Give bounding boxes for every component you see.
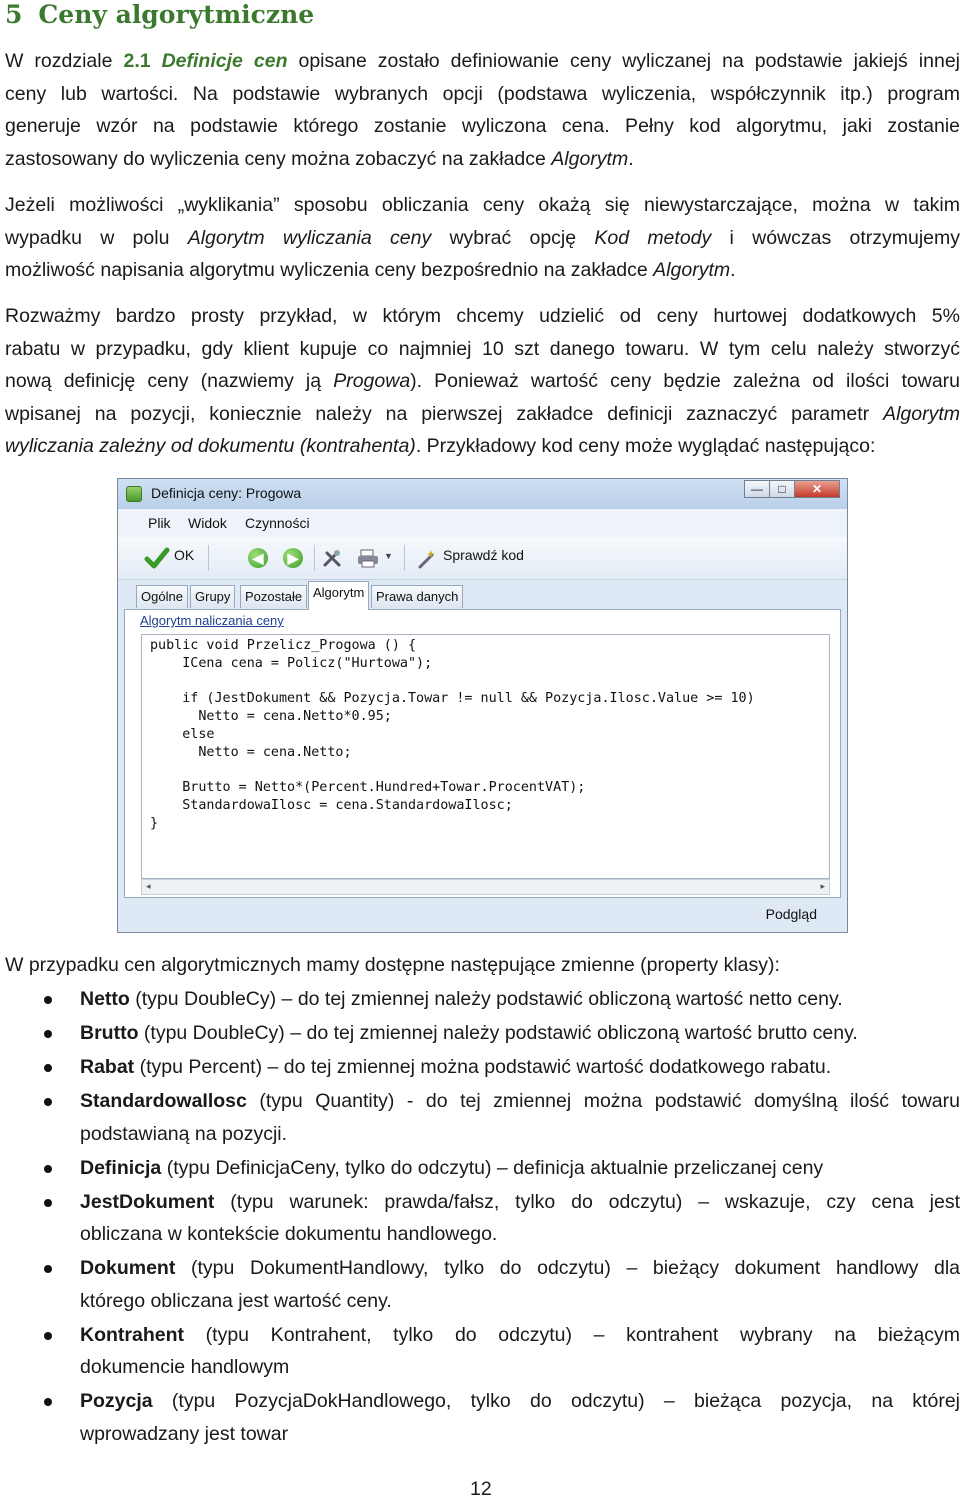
property-description: obliczana w kontekście dokumentu handlowego.	[80, 1223, 498, 1245]
text-line: Rozważmy bardzo prosty przykład, w którym chcemy udzielić od ceny hurtowej dodatkowych 5%	[5, 305, 960, 327]
text-line	[80, 1385, 960, 1418]
preview-button[interactable]: Podgląd	[765, 906, 817, 922]
menu-plik[interactable]: Plik	[148, 515, 171, 531]
text-line	[80, 1252, 960, 1285]
property-name: Brutto	[80, 1022, 139, 1044]
bullet-icon	[44, 1030, 52, 1038]
list-item	[0, 1252, 960, 1317]
window-title: Definicja ceny: Progowa	[151, 485, 302, 501]
text-line: W przypadku cen algorytmicznych mamy dostępne następujące zmienne (property klasy):	[5, 954, 780, 976]
tab-algorytm[interactable]: Algorytm	[308, 581, 369, 610]
property-description: wprowadzany jest towar	[80, 1422, 289, 1445]
list-item	[0, 1017, 960, 1050]
back-arrow-icon[interactable]: ◀	[248, 548, 268, 568]
check-code-button[interactable]: Sprawdź kod	[443, 547, 524, 563]
section-number: 5	[5, 0, 23, 29]
forward-arrow-icon[interactable]: ▶	[283, 548, 303, 568]
window-controls	[745, 480, 840, 498]
toolbar-separator	[314, 545, 315, 571]
tools-icon[interactable]	[322, 548, 342, 568]
maximize-button[interactable]: □	[769, 480, 795, 498]
scroll-right-icon[interactable]: ▸	[820, 881, 825, 891]
bullet-icon	[44, 1332, 52, 1340]
text-line	[80, 1051, 960, 1084]
text-line: generuje wzór na podstawie którego zostanie wyliczona cena. Pełny kod algorytmu, jaki zostanie	[5, 115, 960, 137]
ok-button[interactable]: OK	[174, 547, 195, 563]
paragraph-code-method	[5, 189, 960, 287]
list-item	[0, 1085, 960, 1150]
chevron-down-icon[interactable]: ▼	[384, 551, 393, 561]
text-line	[80, 1186, 960, 1219]
text-line: nową definicję ceny (nazwiemy ją Progowa). Ponieważ wartość ceny będzie zależna od ilości towaru	[5, 370, 960, 392]
bullet-icon	[44, 1265, 52, 1273]
window-titlebar	[118, 479, 847, 509]
tab-bar	[118, 579, 847, 609]
property-description: dokumencie handlowym	[80, 1356, 290, 1378]
property-name: Netto	[80, 988, 130, 1010]
text-line: wpisanej na pozycji, koniecznie należy na pierwszej zakładce definicji zaznaczyć parametr Algorytm	[5, 402, 960, 425]
text-line	[80, 1085, 960, 1118]
paragraph-example	[5, 300, 960, 463]
text-line	[80, 1118, 960, 1151]
status-bar	[118, 898, 847, 932]
bullet-icon	[44, 996, 52, 1004]
menu-bar	[118, 509, 847, 537]
text-line: zastosowany do wyliczenia ceny można zobaczyć na zakładce Algorytm.	[5, 147, 634, 170]
menu-widok[interactable]: Widok	[188, 515, 227, 531]
text-line: rabatu w przypadku, gdy klient kupuje co najmniej 10 szt danego towaru. W tym celu należy stworzyć	[5, 337, 960, 360]
list-item	[0, 1385, 960, 1450]
property-name: JestDokument	[80, 1190, 215, 1213]
toolbar	[118, 537, 847, 580]
tab-prawa-danych[interactable]: Prawa danych	[371, 585, 463, 608]
property-description: (typu Kontrahent, tylko do odczytu) – kontrahent wybrany na bieżącym	[184, 1323, 960, 1346]
group-label: Algorytm naliczania ceny	[140, 613, 284, 628]
price-definition-window	[117, 478, 848, 933]
checkmark-icon[interactable]	[144, 545, 170, 571]
toolbar-separator	[404, 545, 405, 571]
text-line: W rozdziale 2.1 Definicje cen opisane zostało definiowanie ceny wyliczanej na podstawie jakiejś innej	[5, 50, 960, 72]
text-line: możliwość napisania algorytmu wyliczenia ceny bezpośrednio na zakładce Algorytm.	[5, 259, 736, 281]
code-text: public void Przelicz_Progowa () { ICena cena = Policz("Hurtowa"); if (JestDokument && Pozycja.Towar != null && Pozycja.Ilosc.Value >= 10) Netto = cena.Netto*0.95; else Netto = cena.Netto; Brutto = Netto*(Percent.Hundred+Towar.ProcentVAT); StandardowaIlosc = cena.StandardowaIlosc; }	[150, 638, 755, 831]
text-line	[80, 983, 960, 1016]
property-description: (typu Quantity) - do tej zmiennej można podstawić domyślną ilość towaru	[246, 1090, 960, 1112]
property-description: (typu DefinicjaCeny, tylko do odczytu) – definicja aktualnie przeliczanej ceny	[161, 1156, 824, 1179]
text-line	[80, 1351, 960, 1384]
property-name: Rabat	[80, 1056, 135, 1078]
property-name: Kontrahent	[80, 1323, 184, 1346]
property-description: (typu DoubleCy) – do tej zmiennej należy podstawić obliczoną wartość brutto ceny.	[138, 1022, 858, 1044]
bullet-icon	[44, 1398, 52, 1406]
app-icon	[126, 486, 142, 502]
property-name: Definicja	[80, 1156, 162, 1179]
property-name: Dokument	[80, 1257, 176, 1279]
text-line	[80, 1152, 960, 1185]
tab-grupy[interactable]: Grupy	[190, 585, 235, 608]
list-item	[0, 1051, 960, 1084]
list-item	[0, 983, 960, 1016]
text-line	[80, 1319, 960, 1352]
wand-icon[interactable]	[416, 548, 438, 570]
close-button[interactable]: ✕	[794, 480, 840, 498]
property-name: Pozycja	[80, 1390, 153, 1412]
list-item	[0, 1319, 960, 1384]
property-name: StandardowaIlosc	[80, 1090, 247, 1112]
tab-pozostale[interactable]: Pozostałe	[240, 585, 307, 608]
text-line	[80, 1285, 960, 1318]
horizontal-scrollbar[interactable]	[141, 879, 830, 895]
text-line	[80, 1218, 960, 1251]
text-line: wyliczania zależny od dokumentu (kontrahenta). Przykładowy kod ceny może wyglądać następująco:	[5, 435, 876, 457]
list-item	[0, 1152, 960, 1185]
property-description: (typu PozycjaDokHandlowego, tylko do odczytu) – bieżąca pozycja, na której	[152, 1390, 960, 1412]
page-number: 12	[470, 1478, 492, 1500]
property-description: (typu Percent) – do tej zmiennej można podstawić wartość dodatkowego rabatu.	[134, 1056, 832, 1078]
bullet-icon	[44, 1165, 52, 1173]
section-title: Ceny algorytmiczne	[38, 0, 315, 29]
text-line: wypadku w polu Algorytm wyliczania ceny wybrać opcję Kod metody i wówczas otrzymujemy	[5, 226, 960, 249]
text-line	[80, 1017, 960, 1050]
property-description: podstawianą na pozycji.	[80, 1122, 288, 1145]
property-description: (typu DokumentHandlowy, tylko do odczytu) – bieżący dokument handlowy dla	[175, 1257, 960, 1279]
text-line: ceny lub wartości. Na podstawie wybranych opcji (podstawa wyliczenia, współczynnik itp.) program	[5, 82, 960, 105]
section-heading	[5, 0, 314, 29]
bullet-icon	[44, 1098, 52, 1106]
bullet-icon	[44, 1064, 52, 1072]
text-line	[80, 1418, 960, 1451]
tab-ogolne[interactable]: Ogólne	[136, 585, 188, 608]
property-description: (typu warunek: prawda/fałsz, tylko do odczytu) – wskazuje, czy cena jest	[214, 1190, 960, 1213]
property-description: którego obliczana jest wartość ceny.	[80, 1289, 392, 1312]
toolbar-separator	[208, 545, 209, 571]
scroll-left-icon[interactable]: ◂	[146, 881, 151, 891]
paragraph-intro	[5, 45, 960, 175]
property-description: (typu DoubleCy) – do tej zmiennej należy podstawić obliczoną wartość netto ceny.	[129, 988, 843, 1010]
minimize-button[interactable]: —	[744, 480, 770, 498]
print-icon[interactable]	[356, 548, 380, 568]
list-item	[0, 1186, 960, 1251]
bullet-icon	[44, 1199, 52, 1207]
code-editor[interactable]	[141, 634, 830, 879]
menu-czynnosci[interactable]: Czynności	[245, 515, 310, 531]
property-list	[0, 983, 960, 1452]
list-intro	[5, 949, 960, 982]
text-line: Jeżeli możliwości „wyklikania” sposobu obliczania ceny okażą się niewystarczające, można w takim	[5, 194, 960, 216]
